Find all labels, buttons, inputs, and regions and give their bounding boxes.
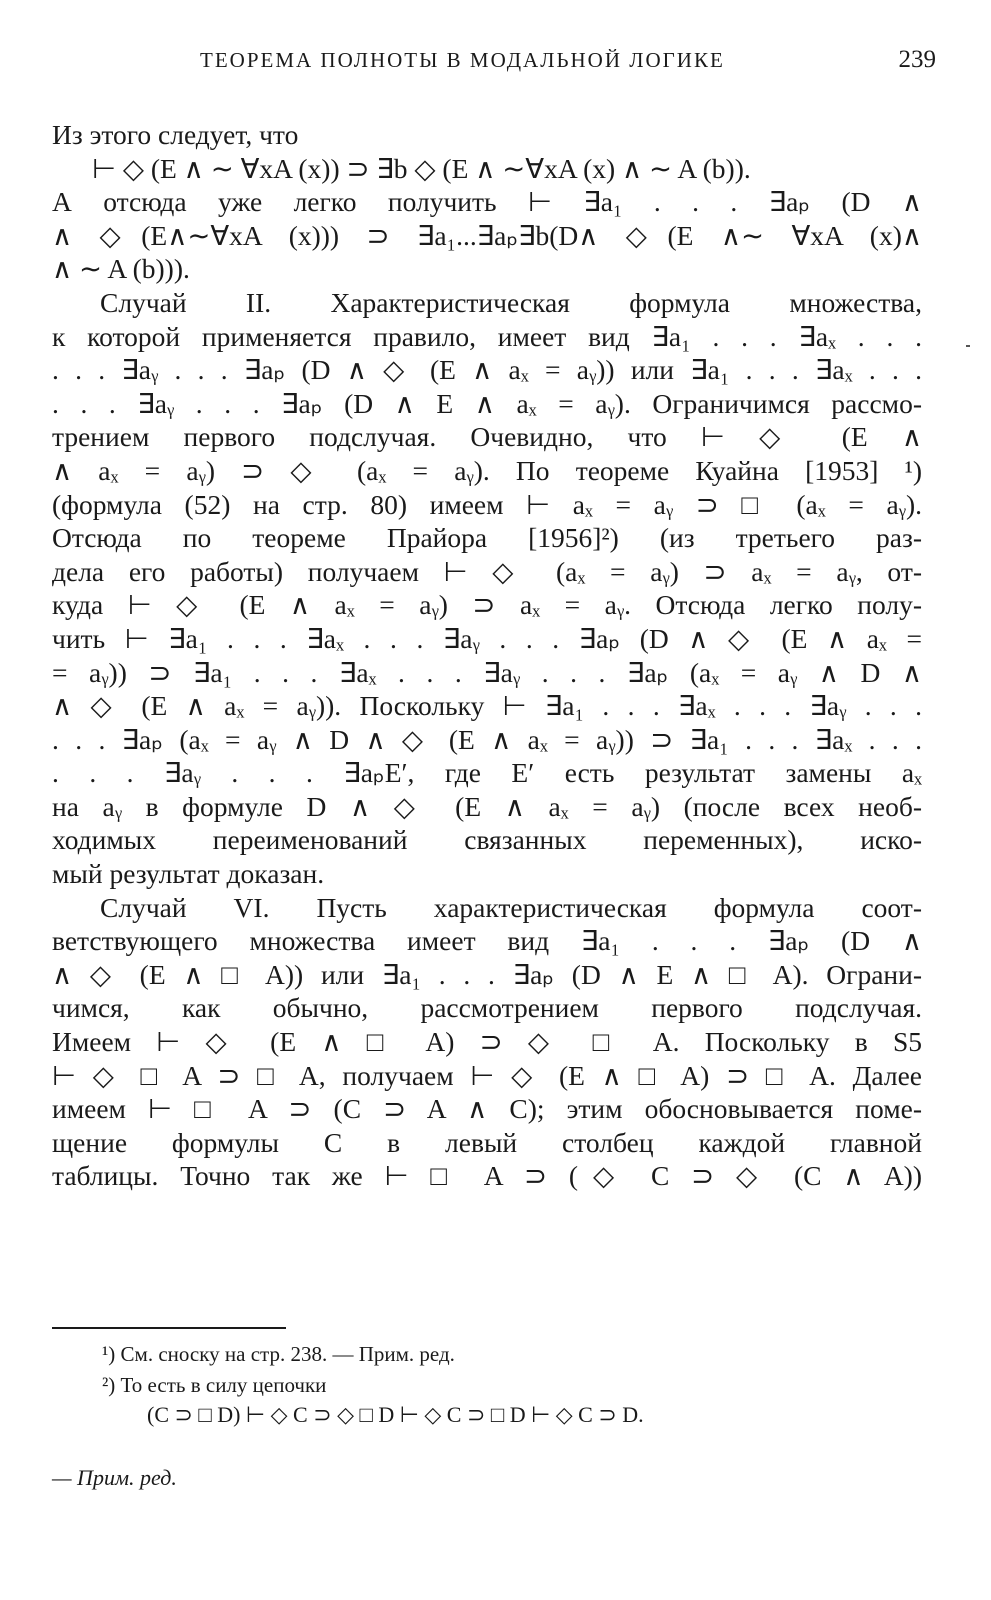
text-line: чить ⊢ ∃a₁ . . . ∃aₓ . . . ∃aᵧ . . . ∃aₚ (D ∧ ◇ (E ∧ aₓ = bbox=[52, 622, 922, 654]
footnote-divider bbox=[52, 1327, 286, 1329]
case-heading-line: Случай II. Характеристическая формула множества, bbox=[100, 286, 922, 318]
text-line: (формула (52) на стр. 80) имеем ⊢ aₓ = aᵧ ⊃ □ (aₓ = aᵧ). bbox=[52, 488, 922, 520]
main-text bbox=[52, 118, 922, 1193]
text-line: ⊢ ◇ □ A ⊃ □ A, получаем ⊢ ◇ (E ∧ □ A) ⊃ □ A. Далее bbox=[52, 1059, 922, 1091]
text-line: трением первого подслучая. Очевидно, что ⊢ ◇ (E ∧ bbox=[52, 421, 922, 453]
footnote-1: ¹) См. сноску на стр. 238. — Прим. ред. bbox=[102, 1342, 455, 1366]
text-line: А отсюда уже легко получить ⊢ ∃a₁ . . . ∃aₚ (D ∧ bbox=[52, 186, 922, 218]
footnote-2-formula: (C ⊃ □ D) ⊢ ◇ C ⊃ ◇ □ D ⊢ ◇ C ⊃ □ D ⊢ ◇ C ⊃ D. bbox=[147, 1402, 644, 1427]
text-line: мый результат доказан. bbox=[52, 858, 325, 890]
text-line: на aᵧ в формуле D ∧ ◇ (E ∧ aₓ = aᵧ) (после всех необ- bbox=[52, 790, 922, 822]
running-title: ТЕОРЕМА ПОЛНОТЫ В МОДАЛЬНОЙ ЛОГИКЕ bbox=[200, 48, 725, 72]
footnote-2: ²) То есть в силу цепочки bbox=[102, 1373, 327, 1397]
text-line: щение формулы C в левый столбец каждой главной bbox=[52, 1126, 922, 1158]
text-line: = aᵧ)) ⊃ ∃a₁ . . . ∃aₓ . . . ∃aᵧ . . . ∃aₚ (aₓ = aᵧ ∧ D ∧ bbox=[52, 656, 922, 688]
footnotes bbox=[102, 1339, 922, 1401]
text-line: ∧ ◇ (E ∧ □ A)) или ∃a₁ . . . ∃aₚ (D ∧ E ∧ □ A). Ограни- bbox=[52, 958, 922, 990]
text-line: Отсюда по теореме Прайора [1956]²) (из третьего раз- bbox=[52, 522, 922, 554]
text-line: таблицы. Точно так же ⊢ □ A ⊃ (◇ C ⊃ ◇ (C ∧ A)) bbox=[52, 1160, 922, 1192]
case-heading-line: Случай VI. Пусть характеристическая формула соот- bbox=[100, 891, 922, 923]
text-line: имеем ⊢ □ A ⊃ (C ⊃ A ∧ C); этим обосновывается поме- bbox=[52, 1093, 922, 1125]
text-line: ∧ aₓ = aᵧ) ⊃ ◇ (aₓ = aᵧ). По теореме Куайна [1953] ¹) bbox=[52, 454, 922, 486]
text-line: ∧ ◇(E∧∼∀xA (x))) ⊃ ∃a₁...∃aₚ∃b(D∧ ◇(E ∧∼ ∀xA (x)∧ bbox=[52, 219, 922, 251]
text-line: ∧ ◇ (E ∧ aₓ = aᵧ)). Поскольку ⊢ ∃a₁ . . . ∃aₓ . . . ∃aᵧ . . . bbox=[52, 690, 922, 722]
margin-mark bbox=[966, 345, 970, 347]
text-line: Имеем ⊢ ◇ (E ∧ □ A) ⊃ ◇ □ A. Поскольку в S5 bbox=[52, 1026, 922, 1058]
formula-line: ⊢ ◇ (E ∧ ∼ ∀xA (x)) ⊃ ∃b ◇ (E ∧ ∼∀xA (x) ∧ ∼ A (b)). bbox=[92, 152, 751, 184]
text-line: чимся, как обычно, рассмотрением первого подслучая. bbox=[52, 992, 922, 1024]
footnote-2-signature: — Прим. ред. bbox=[52, 1465, 177, 1490]
text-line: . . . ∃aₚ (aₓ = aᵧ ∧ D ∧ ◇ (E ∧ aₓ = aᵧ)) ⊃ ∃a₁ . . . ∃aₓ . . . bbox=[52, 723, 922, 755]
text-line: дела его работы) получаем ⊢ ◇ (aₓ = aᵧ) ⊃ aₓ = aᵧ, от- bbox=[52, 555, 922, 587]
text-line: . . . ∃aᵧ . . . ∃aₚE′, где E′ есть результат замены aₓ bbox=[52, 757, 922, 789]
page-number: 239 bbox=[898, 46, 936, 73]
text-line: . . . ∃aᵧ . . . ∃aₚ (D ∧ ◇ (E ∧ aₓ = aᵧ)) или ∃a₁ . . . ∃aₓ . . . bbox=[52, 354, 922, 386]
running-header bbox=[180, 44, 950, 84]
text-line: ветствующего множества имеет вид ∃a₁ . . . ∃aₚ (D ∧ bbox=[52, 925, 922, 957]
text-line: Из этого следует, что bbox=[52, 119, 299, 150]
text-line: . . . ∃aᵧ . . . ∃aₚ (D ∧ E ∧ aₓ = aᵧ). Ограничимся рассмо- bbox=[52, 387, 922, 419]
text-line: куда ⊢ ◇ (E ∧ aₓ = aᵧ) ⊃ aₓ = aᵧ. Отсюда легко полу- bbox=[52, 589, 922, 621]
text-line: к которой применяется правило, имеет вид ∃a₁ . . . ∃aₓ . . . bbox=[52, 320, 922, 352]
text-line: ходимых переименований связанных переменных), иско- bbox=[52, 824, 922, 856]
text-line: ∧ ∼ A (b))). bbox=[52, 253, 190, 285]
